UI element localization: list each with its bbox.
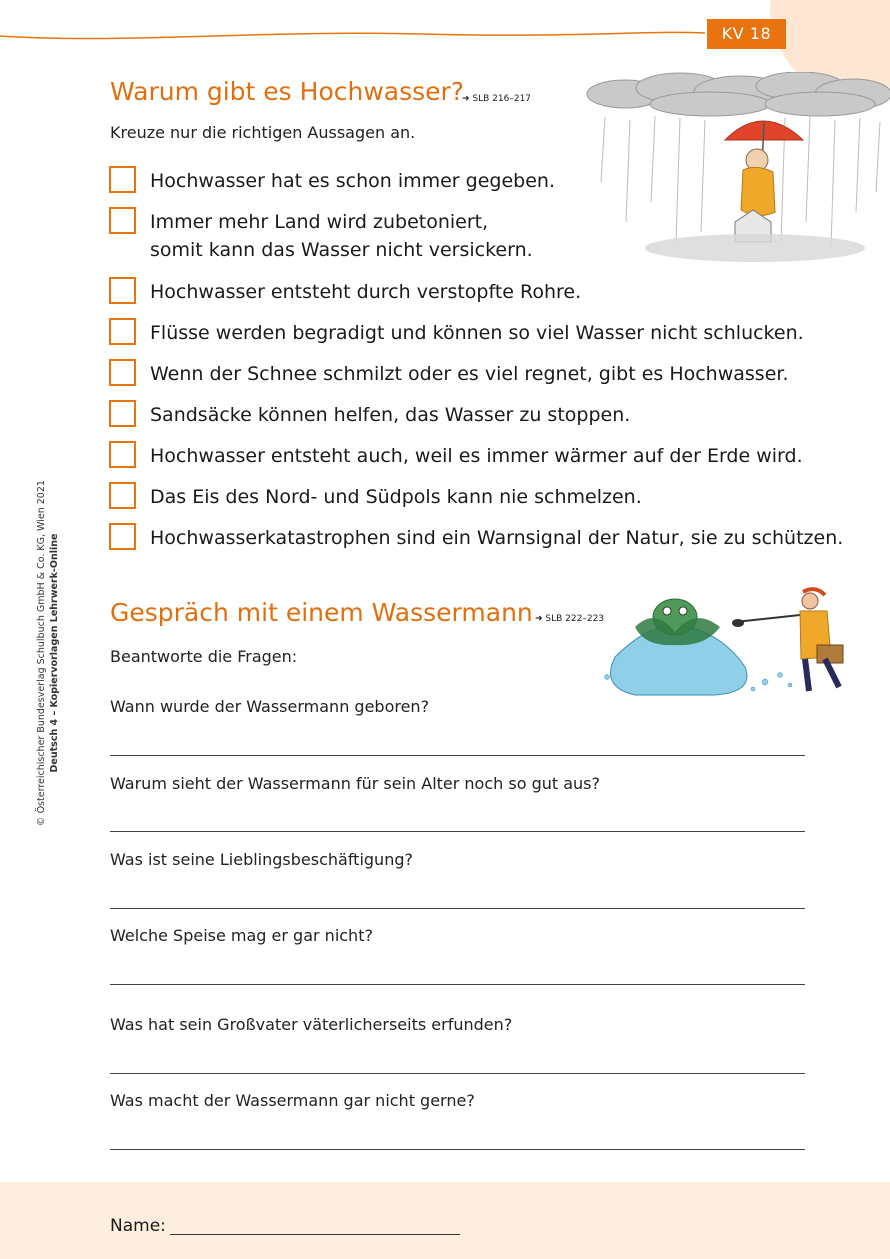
answer-line-1[interactable] xyxy=(110,755,805,756)
question-1: Wann wurde der Wassermann geboren? xyxy=(110,697,430,716)
statement-7: Hochwasser entsteht auch, weil es immer wärmer auf der Erde wird. xyxy=(150,445,803,467)
section1-title: Warum gibt es Hochwasser? xyxy=(110,77,465,106)
question-4: Welche Speise mag er gar nicht? xyxy=(110,926,373,945)
name-label: Name: xyxy=(110,1216,166,1236)
statement-9: Hochwasserkatastrophen sind ein Warnsignal der Natur, sie zu schützen. xyxy=(150,527,844,549)
answer-line-6[interactable] xyxy=(110,1149,805,1150)
section2-title: Gespräch mit einem Wassermann xyxy=(110,598,533,627)
checkbox-6[interactable] xyxy=(109,400,136,427)
rain-umbrella-illustration xyxy=(585,72,890,272)
section2-ref: ➜ SLB 222–223 xyxy=(535,614,605,624)
checkbox-8[interactable] xyxy=(109,482,136,509)
checkbox-4[interactable] xyxy=(109,318,136,345)
statement-5: Wenn der Schnee schmilzt oder es viel regnet, gibt es Hochwasser. xyxy=(150,363,789,385)
statement-3: Hochwasser entsteht durch verstopfte Rohre. xyxy=(150,281,582,303)
checkbox-7[interactable] xyxy=(109,441,136,468)
question-3: Was ist seine Lieblingsbeschäftigung? xyxy=(110,850,413,869)
answer-line-4[interactable] xyxy=(110,984,805,985)
statement-4: Flüsse werden begradigt und können so viel Wasser nicht schlucken. xyxy=(150,322,804,344)
question-5: Was hat sein Großvater väterlicherseits erfunden? xyxy=(110,1015,513,1034)
product-text: Deutsch 4 – Kopiervorlagen Lehrwerk-Online xyxy=(49,533,60,773)
statement-1: Hochwasser hat es schon immer gegeben. xyxy=(150,170,555,192)
checkbox-2[interactable] xyxy=(109,207,136,234)
section1-instruction: Kreuze nur die richtigen Aussagen an. xyxy=(110,123,416,142)
statement-8: Das Eis des Nord- und Südpols kann nie schmelzen. xyxy=(150,486,642,508)
side-copyright xyxy=(35,303,61,1003)
checkbox-3[interactable] xyxy=(109,277,136,304)
name-input-line[interactable] xyxy=(170,1234,460,1235)
answer-line-3[interactable] xyxy=(110,908,805,909)
question-6: Was macht der Wassermann gar nicht gerne? xyxy=(110,1091,475,1110)
kv-badge: KV 18 xyxy=(707,19,786,49)
section2-instruction: Beantworte die Fragen: xyxy=(110,647,298,666)
checkbox-1[interactable] xyxy=(109,166,136,193)
answer-line-5[interactable] xyxy=(110,1073,805,1074)
statement-2-line-2: somit kann das Wasser nicht versickern. xyxy=(150,239,533,261)
checkbox-9[interactable] xyxy=(109,523,136,550)
question-2: Warum sieht der Wassermann für sein Alter noch so gut aus? xyxy=(110,774,601,793)
statement-6: Sandsäcke können helfen, das Wasser zu stoppen. xyxy=(150,404,631,426)
answer-line-2[interactable] xyxy=(110,831,805,832)
statement-2-line-1: Immer mehr Land wird zubetoniert, xyxy=(150,211,489,233)
merman-interview-illustration xyxy=(595,587,860,699)
section1-ref: ➜ SLB 216–217 xyxy=(462,94,532,104)
copyright-text: © Österreichischer Bundesverlag Schulbuch GmbH & Co. KG, Wien 2021 xyxy=(36,480,47,826)
checkbox-5[interactable] xyxy=(109,359,136,386)
